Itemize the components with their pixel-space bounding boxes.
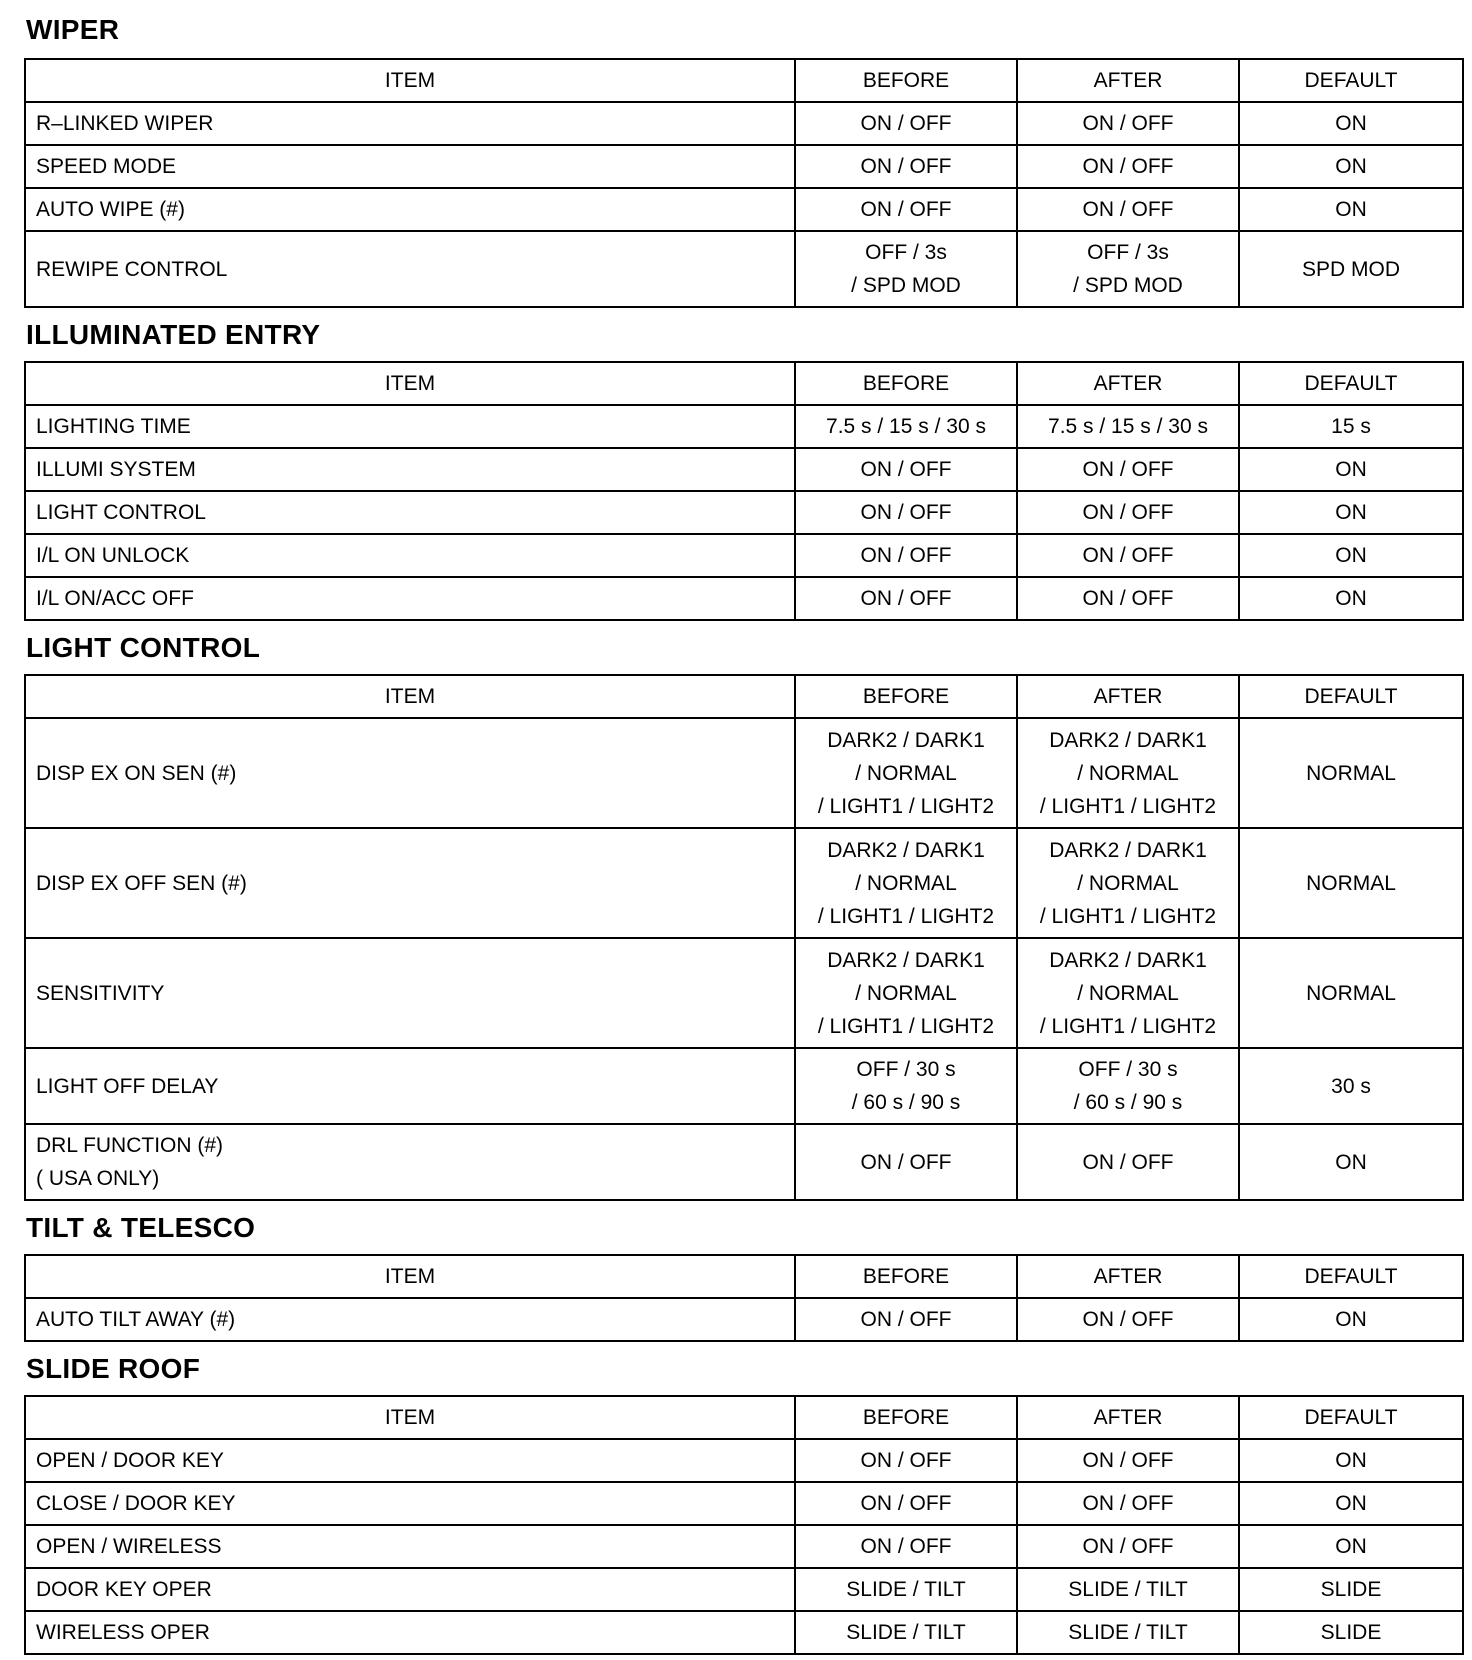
after-cell <box>1017 448 1239 491</box>
cell-line: SENSITIVITY <box>36 981 165 1005</box>
default-cell: NORMAL <box>1239 938 1463 1048</box>
header-default: DEFAULT <box>1239 675 1463 718</box>
header-after: AFTER <box>1017 1396 1239 1439</box>
section-title-wiper: WIPER <box>26 14 120 45</box>
cell-line: DISP EX ON SEN (#) <box>36 761 237 785</box>
cell-line: ON / OFF <box>1082 155 1174 178</box>
table-row <box>25 828 1463 938</box>
after-cell <box>1017 405 1239 448</box>
before-cell <box>795 1048 1017 1124</box>
header-before: BEFORE <box>795 675 1017 718</box>
table-tilt-telesco <box>24 1254 1464 1342</box>
table-row <box>25 1525 1463 1568</box>
after-cell <box>1017 718 1239 828</box>
default-cell: ON <box>1239 448 1463 491</box>
cell-line: ON / OFF <box>860 198 952 221</box>
after-cell <box>1017 231 1239 307</box>
cell-line: SLIDE / TILT <box>1068 1578 1188 1601</box>
cell-line: / LIGHT1 / LIGHT2 <box>817 794 995 818</box>
table-row <box>25 1048 1463 1124</box>
default-cell: ON <box>1239 145 1463 188</box>
after-cell <box>1017 1525 1239 1568</box>
cell-line: ON / OFF <box>1082 544 1174 567</box>
cell-line: 7.5 s / 15 s / 30 s <box>826 415 986 438</box>
after-cell <box>1017 1048 1239 1124</box>
cell-line: ON / OFF <box>860 501 952 524</box>
cell-line: / NORMAL <box>1077 871 1179 895</box>
cell-line: ON / OFF <box>860 155 952 178</box>
cell-line: ON / OFF <box>1082 587 1174 610</box>
header-row <box>25 1396 1463 1439</box>
after-cell <box>1017 938 1239 1048</box>
item-cell <box>25 1124 795 1200</box>
header-row <box>25 59 1463 102</box>
cell-line: SPEED MODE <box>36 155 177 178</box>
cell-line: ON / OFF <box>860 458 952 481</box>
header-default: DEFAULT <box>1239 362 1463 405</box>
cell-line: ON / OFF <box>860 112 952 135</box>
cell-line: ON / OFF <box>860 1535 952 1558</box>
default-cell: ON <box>1239 1525 1463 1568</box>
before-cell <box>795 1298 1017 1341</box>
after-cell <box>1017 1298 1239 1341</box>
cell-line: DARK2 / DARK1 <box>1049 728 1207 752</box>
table-row <box>25 1482 1463 1525</box>
cell-line: WIRELESS OPER <box>36 1621 210 1644</box>
table-light-control <box>24 674 1464 1201</box>
after-cell <box>1017 1568 1239 1611</box>
item-cell <box>25 577 795 620</box>
after-cell <box>1017 491 1239 534</box>
settings-document <box>24 0 1462 1655</box>
default-cell: SLIDE <box>1239 1568 1463 1611</box>
header-before: BEFORE <box>795 1396 1017 1439</box>
table-row <box>25 938 1463 1048</box>
cell-line: OPEN / WIRELESS <box>36 1535 222 1558</box>
before-cell <box>795 491 1017 534</box>
cell-line: OFF / 30 s <box>856 1058 956 1081</box>
cell-line: / LIGHT1 / LIGHT2 <box>817 904 995 928</box>
before-cell <box>795 1482 1017 1525</box>
header-after: AFTER <box>1017 675 1239 718</box>
item-cell <box>25 231 795 307</box>
table-row <box>25 448 1463 491</box>
cell-line: SLIDE / TILT <box>846 1621 966 1644</box>
before-cell <box>795 938 1017 1048</box>
default-cell: NORMAL <box>1239 718 1463 828</box>
table-row <box>25 231 1463 307</box>
cell-line: / 60 s / 90 s <box>851 1091 961 1114</box>
item-cell <box>25 145 795 188</box>
cell-line: ON / OFF <box>1082 198 1174 221</box>
cell-line: ON / OFF <box>860 1492 952 1515</box>
before-cell <box>795 231 1017 307</box>
default-cell: SLIDE <box>1239 1611 1463 1654</box>
item-cell <box>25 405 795 448</box>
cell-line: OFF / 30 s <box>1078 1058 1178 1081</box>
item-cell <box>25 448 795 491</box>
cell-line: / NORMAL <box>1077 761 1179 785</box>
default-cell: ON <box>1239 577 1463 620</box>
before-cell <box>795 145 1017 188</box>
after-cell <box>1017 145 1239 188</box>
cell-line: AUTO TILT AWAY (#) <box>36 1308 236 1331</box>
item-cell <box>25 1525 795 1568</box>
header-before: BEFORE <box>795 1255 1017 1298</box>
cell-line: DARK2 / DARK1 <box>827 948 985 972</box>
cell-line: I/L ON/ACC OFF <box>36 587 194 610</box>
cell-line: ON / OFF <box>860 544 952 567</box>
header-item: ITEM <box>25 59 795 102</box>
table-row <box>25 1439 1463 1482</box>
header-item: ITEM <box>25 1255 795 1298</box>
cell-line: LIGHTING TIME <box>36 415 191 438</box>
item-cell <box>25 188 795 231</box>
item-cell <box>25 718 795 828</box>
header-after: AFTER <box>1017 362 1239 405</box>
header-before: BEFORE <box>795 362 1017 405</box>
before-cell <box>795 1525 1017 1568</box>
cell-line: OFF / 3s <box>865 241 947 264</box>
header-row <box>25 1255 1463 1298</box>
table-row <box>25 534 1463 577</box>
item-cell <box>25 1298 795 1341</box>
after-cell <box>1017 534 1239 577</box>
cell-line: / LIGHT1 / LIGHT2 <box>1039 904 1217 928</box>
default-cell: ON <box>1239 534 1463 577</box>
after-cell <box>1017 1482 1239 1525</box>
cell-line: SLIDE / TILT <box>1068 1621 1188 1644</box>
after-cell <box>1017 1124 1239 1200</box>
cell-line: R–LINKED WIPER <box>36 112 214 135</box>
cell-line: DARK2 / DARK1 <box>827 728 985 752</box>
cell-line: DOOR KEY OPER <box>36 1578 212 1601</box>
item-cell <box>25 1048 795 1124</box>
cell-line: LIGHT OFF DELAY <box>36 1074 219 1098</box>
cell-line: / NORMAL <box>1077 981 1179 1005</box>
cell-line: / 60 s / 90 s <box>1073 1091 1183 1114</box>
default-cell: ON <box>1239 1124 1463 1200</box>
cell-line: AUTO WIPE (#) <box>36 198 185 221</box>
default-cell: ON <box>1239 491 1463 534</box>
cell-line: ON / OFF <box>860 1308 952 1331</box>
cell-line: / LIGHT1 / LIGHT2 <box>1039 1014 1217 1038</box>
section-title-slide-roof: SLIDE ROOF <box>26 1353 201 1384</box>
after-cell <box>1017 1611 1239 1654</box>
header-default: DEFAULT <box>1239 59 1463 102</box>
cell-line: LIGHT CONTROL <box>36 501 206 524</box>
cell-line: / NORMAL <box>855 761 957 785</box>
cell-line: ON / OFF <box>1082 458 1174 481</box>
before-cell <box>795 577 1017 620</box>
cell-line: / NORMAL <box>855 981 957 1005</box>
cell-line: OFF / 3s <box>1087 241 1169 264</box>
before-cell <box>795 448 1017 491</box>
cell-line: I/L ON UNLOCK <box>36 544 190 567</box>
item-cell <box>25 1611 795 1654</box>
table-row <box>25 102 1463 145</box>
cell-line: / LIGHT1 / LIGHT2 <box>1039 794 1217 818</box>
cell-line: ( USA ONLY) <box>36 1167 160 1190</box>
after-cell <box>1017 577 1239 620</box>
cell-line: DARK2 / DARK1 <box>827 838 985 862</box>
header-item: ITEM <box>25 362 795 405</box>
default-cell: ON <box>1239 1482 1463 1525</box>
cell-line: OPEN / DOOR KEY <box>36 1449 224 1472</box>
header-before: BEFORE <box>795 59 1017 102</box>
header-item: ITEM <box>25 1396 795 1439</box>
default-cell: 15 s <box>1239 405 1463 448</box>
item-cell <box>25 1439 795 1482</box>
cell-line: ON / OFF <box>1082 1150 1174 1174</box>
cell-line: 7.5 s / 15 s / 30 s <box>1048 415 1208 438</box>
before-cell <box>795 1568 1017 1611</box>
header-after: AFTER <box>1017 1255 1239 1298</box>
before-cell <box>795 718 1017 828</box>
after-cell <box>1017 1439 1239 1482</box>
cell-line: ON / OFF <box>1082 1535 1174 1558</box>
section-title-light-control: LIGHT CONTROL <box>26 632 261 663</box>
table-row <box>25 1568 1463 1611</box>
cell-line: ON / OFF <box>1082 112 1174 135</box>
header-row <box>25 675 1463 718</box>
default-cell: SPD MOD <box>1239 231 1463 307</box>
default-cell: NORMAL <box>1239 828 1463 938</box>
after-cell <box>1017 188 1239 231</box>
before-cell <box>795 534 1017 577</box>
table-row <box>25 405 1463 448</box>
default-cell: ON <box>1239 102 1463 145</box>
after-cell <box>1017 828 1239 938</box>
table-row <box>25 1124 1463 1200</box>
item-cell <box>25 938 795 1048</box>
before-cell <box>795 1611 1017 1654</box>
cell-line: ON / OFF <box>1082 1492 1174 1515</box>
default-cell: ON <box>1239 188 1463 231</box>
table-row <box>25 145 1463 188</box>
cell-line: / SPD MOD <box>851 274 961 297</box>
cell-line: DISP EX OFF SEN (#) <box>36 871 247 895</box>
before-cell <box>795 405 1017 448</box>
table-slide-roof <box>24 1395 1464 1655</box>
after-cell <box>1017 102 1239 145</box>
default-cell: 30 s <box>1239 1048 1463 1124</box>
cell-line: ON / OFF <box>860 1449 952 1472</box>
before-cell <box>795 828 1017 938</box>
cell-line: ON / OFF <box>1082 1308 1174 1331</box>
default-cell: ON <box>1239 1298 1463 1341</box>
table-row <box>25 718 1463 828</box>
item-cell <box>25 491 795 534</box>
table-row <box>25 1298 1463 1341</box>
cell-line: ON / OFF <box>1082 1449 1174 1472</box>
cell-line: REWIPE CONTROL <box>36 257 228 281</box>
cell-line: ON / OFF <box>1082 501 1174 524</box>
cell-line: CLOSE / DOOR KEY <box>36 1492 236 1515</box>
item-cell <box>25 828 795 938</box>
cell-line: / SPD MOD <box>1073 274 1183 297</box>
item-cell <box>25 1568 795 1611</box>
table-illuminated-entry <box>24 361 1464 621</box>
table-row <box>25 577 1463 620</box>
cell-line: DARK2 / DARK1 <box>1049 838 1207 862</box>
item-cell <box>25 534 795 577</box>
cell-line: ILLUMI SYSTEM <box>36 458 196 481</box>
default-cell: ON <box>1239 1439 1463 1482</box>
table-wiper <box>24 58 1464 308</box>
section-title-illuminated-entry: ILLUMINATED ENTRY <box>26 319 321 350</box>
section-title-tilt-telesco: TILT & TELESCO <box>26 1212 256 1243</box>
before-cell <box>795 1439 1017 1482</box>
header-item: ITEM <box>25 675 795 718</box>
table-row <box>25 1611 1463 1654</box>
cell-line: DARK2 / DARK1 <box>1049 948 1207 972</box>
table-row <box>25 188 1463 231</box>
cell-line: DRL FUNCTION (#) <box>36 1134 224 1157</box>
cell-line: / LIGHT1 / LIGHT2 <box>817 1014 995 1038</box>
cell-line: / NORMAL <box>855 871 957 895</box>
header-default: DEFAULT <box>1239 1255 1463 1298</box>
before-cell <box>795 1124 1017 1200</box>
before-cell <box>795 188 1017 231</box>
cell-line: ON / OFF <box>860 587 952 610</box>
table-row <box>25 491 1463 534</box>
cell-line: ON / OFF <box>860 1150 952 1174</box>
before-cell <box>795 102 1017 145</box>
header-default: DEFAULT <box>1239 1396 1463 1439</box>
header-row <box>25 362 1463 405</box>
item-cell <box>25 102 795 145</box>
header-after: AFTER <box>1017 59 1239 102</box>
cell-line: SLIDE / TILT <box>846 1578 966 1601</box>
item-cell <box>25 1482 795 1525</box>
